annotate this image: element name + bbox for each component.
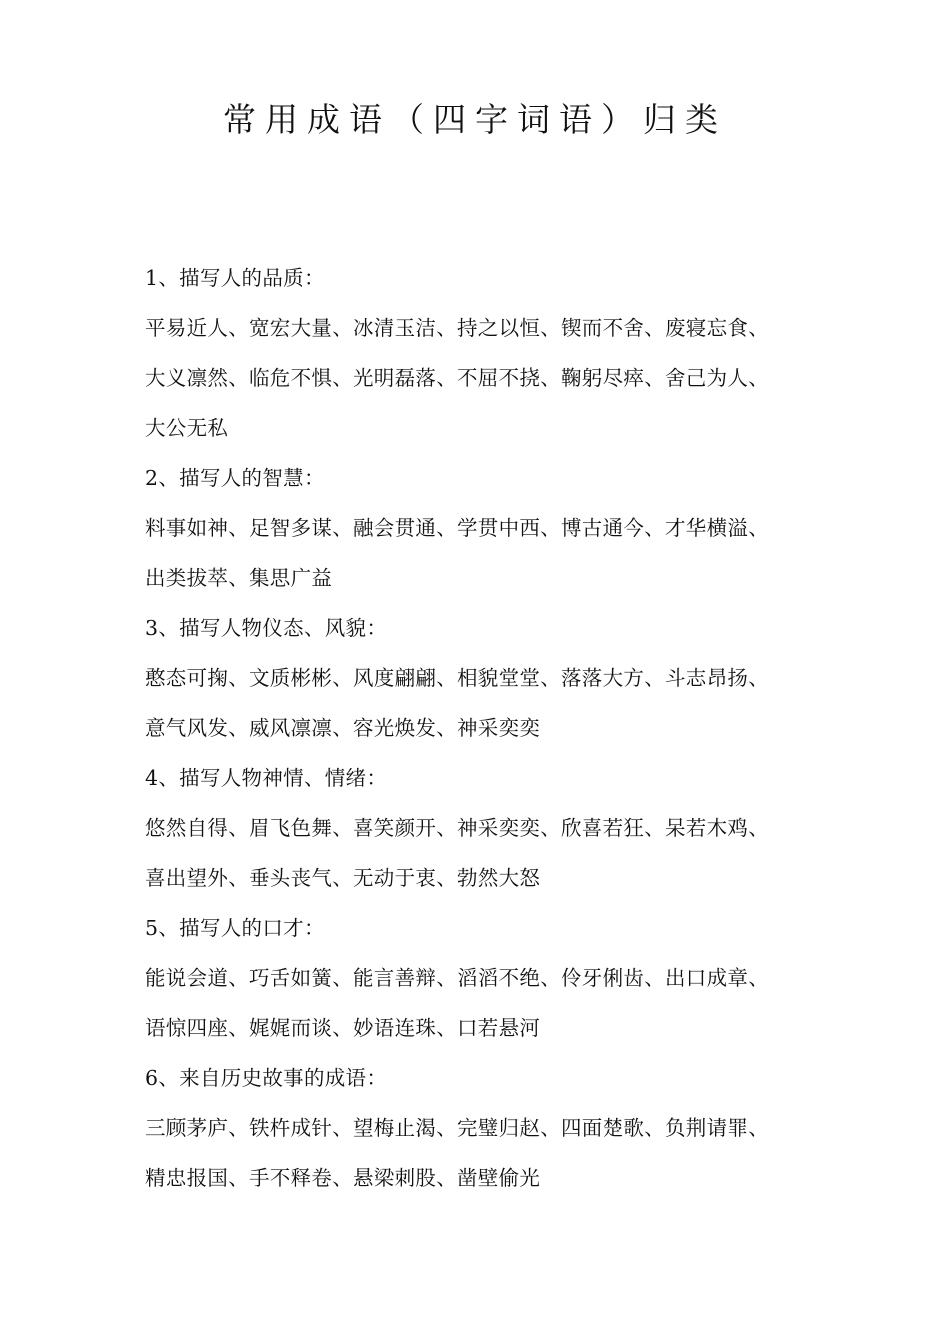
document-body	[145, 253, 825, 1203]
idiom-line: 大义凛然、临危不惧、光明磊落、不屈不挠、鞠躬尽瘁、舍己为人、	[145, 366, 769, 390]
idiom-line: 料事如神、足智多谋、融会贯通、学贯中西、博古通今、才华横溢、	[145, 516, 769, 540]
section-heading-2: 2、描写人的智慧：	[145, 466, 325, 490]
section-heading-6: 6、来自历史故事的成语：	[145, 1066, 388, 1090]
idiom-line: 意气风发、威风凛凛、容光焕发、神采奕奕	[145, 716, 541, 740]
section-heading-5: 5、描写人的口才：	[145, 916, 325, 940]
section-heading-1: 1、描写人的品质：	[145, 266, 325, 290]
idiom-line: 精忠报国、手不释卷、悬梁刺股、凿壁偷光	[145, 1166, 541, 1190]
idiom-line: 悠然自得、眉飞色舞、喜笑颜开、神采奕奕、欣喜若狂、呆若木鸡、	[145, 816, 769, 840]
idiom-line: 语惊四座、娓娓而谈、妙语连珠、口若悬河	[145, 1016, 541, 1040]
idiom-line: 喜出望外、垂头丧气、无动于衷、勃然大怒	[145, 866, 541, 890]
idiom-line: 大公无私	[145, 416, 229, 440]
section-heading-3: 3、描写人物仪态、风貌：	[145, 616, 388, 640]
idiom-line: 能说会道、巧舌如簧、能言善辩、滔滔不绝、伶牙俐齿、出口成章、	[145, 966, 769, 990]
idiom-line: 平易近人、宽宏大量、冰清玉洁、持之以恒、锲而不舍、废寝忘食、	[145, 316, 769, 340]
page-title: 常用成语（四字词语）归类	[223, 100, 727, 139]
idiom-line: 出类拔萃、集思广益	[145, 566, 333, 590]
idiom-line: 三顾茅庐、铁杵成针、望梅止渴、完璧归赵、四面楚歌、负荆请罪、	[145, 1116, 769, 1140]
section-heading-4: 4、描写人物神情、情绪：	[145, 766, 388, 790]
idiom-line: 憨态可掬、文质彬彬、风度翩翩、相貌堂堂、落落大方、斗志昂扬、	[145, 666, 769, 690]
